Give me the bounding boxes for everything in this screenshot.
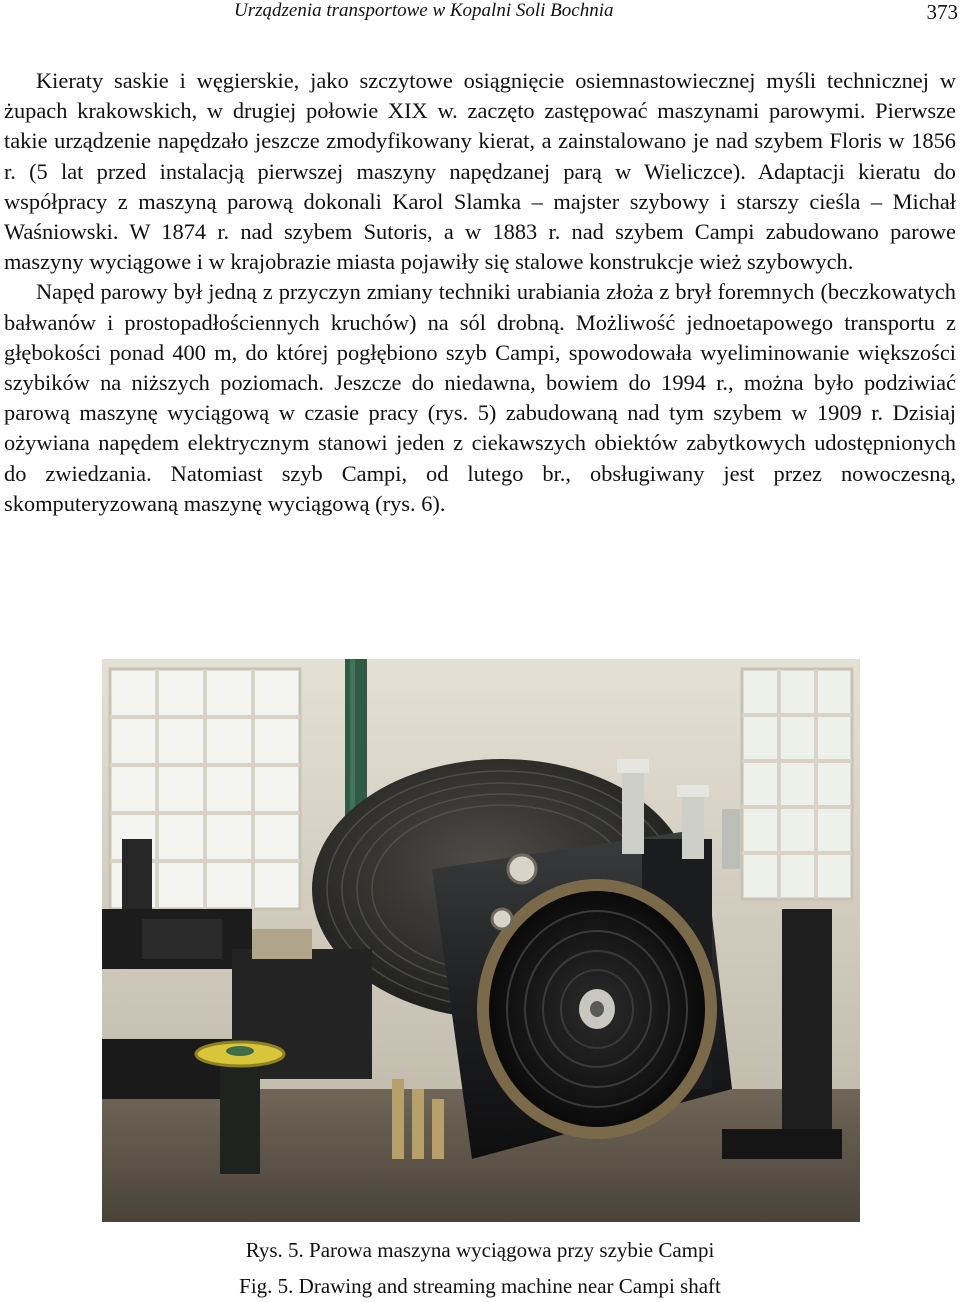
running-header	[0, 0, 960, 26]
figure-caption-polish: Rys. 5. Parowa maszyna wyciągowa przy szybie Campi	[245, 1238, 715, 1262]
figure-steam-hoisting-machine-photo	[102, 659, 860, 1222]
running-header-title: Urządzenia transportowe w Kopalni Soli Bochnia	[234, 0, 614, 21]
page-number: 373	[926, 0, 958, 24]
figure-caption-english: Fig. 5. Drawing and streaming machine near Campi shaft	[239, 1274, 721, 1298]
paragraph-2: Napęd parowy był jedną z przyczyn zmiany techniki urabiania złoża z brył foremnych (beczkowatych bałwanów i prostopadłościennych kruchów) na sól drobną. Możliwość jednoetapowego transportu z głębokości ponad 400 m, do której pogłębiono szyb Campi, spowodowała wyeliminowanie większości szybików na niższych poziomach. Jeszcze do niedawna, bowiem do 1994 r., można było podziwiać parową maszynę wyciągową w czasie pracy (rys. 5) zabudowaną nad tym szybem w 1909 r. Dzisiaj ożywiana napędem elektrycznym stanowi jeden z ciekawszych obiektów zabytkowych udostępnionych do zwiedzania. Natomiast szyb Campi, od lutego br., obsługiwany jest przez nowoczesną, skomputeryzowaną maszynę wyciągową (rys. 6).	[4, 279, 956, 516]
paragraph-1: Kieraty saskie i węgierskie, jako szczytowe osiągnięcie osiemnastowiecznej myśli technicznej w żupach krakowskich, w drugiej połowie XIX w. zaczęto zastępować maszynami parowymi. Pierwsze takie urządzenie napędzało jeszcze zmodyfikowany kierat, a zainstalowano je nad szybem Floris w 1856 r. (5 lat przed instalacją pierwszej maszyny napędzanej parą w Wieliczce). Adaptacji kieratu do współpracy z maszyną parową dokonali Karol Slamka – majster szybowy i starszy cieśla – Michał Waśniowski. W 1874 r. nad szybem Sutoris, a w 1883 r. nad szybem Campi zabudowano parowe maszyny wyciągowe i w krajobrazie miasta pojawiły się stalowe konstrukcje wież szybowych.	[4, 68, 956, 275]
body-text	[4, 66, 956, 519]
steam-hoisting-machine-illustration	[102, 659, 860, 1222]
window-right	[742, 669, 852, 899]
